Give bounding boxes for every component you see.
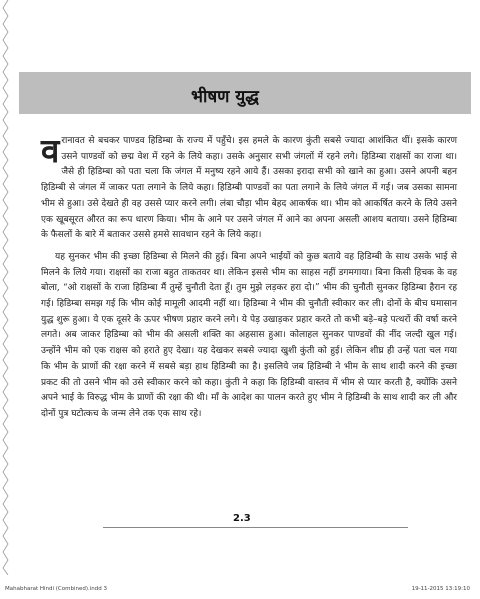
paragraph-1 [41, 131, 457, 244]
page-number: 2.3 [233, 513, 251, 524]
paragraph-1-text: रानावत से बचकर पाण्डव हिडिम्बा के राज्य में पहुँचे। इस हमले के कारण कुंती सबसे ज्यादा आशंकित थीं। इसके कारण उसने पाण्डवों को छद्म वेश में रहने के लिये कहा। उसके अनुसार सभी जंगलों में रहने लगे। हिडिम्बा राक्षसों का राजा था। जैसे ही हिडिम्बा को पता चला कि जंगल में मनुष्य रहने आये हैं। उसका इरादा सभी को खाने का हुआ। उसने अपनी बहन हिडिम्बी से जंगल में जाकर पता लगाने के लिये कहा। हिडिम्बी पाण्डवों का पता लगाने के लिये जंगल में गई। जब उसका सामना भीम से हुआ। उसे देखते ही वह उससे प्यार करने लगी। लंबा चौड़ा भीम बेहद आकर्षक था। भीम को आकर्षित करने के लिये उसने एक खूबसूरत औरत का रूप धारण किया। भीम के आने पर उसने जंगल में आने का अपना असली आशय बताया। उसने हिडिम्बा के फैसलों के बारे में बताकर उससे हमसे सावधान रहने के लिये कहा। [41, 136, 457, 241]
chapter-body [41, 131, 457, 423]
footer-rule [103, 527, 408, 528]
torn-page-edge [0, 0, 14, 575]
book-page [15, 0, 480, 575]
footer-timestamp: 19-11-2015 13:19:10 [411, 586, 470, 592]
footer-file-name: Mahabharat Hindi (Combined).indd 3 [5, 586, 107, 592]
drop-cap: व [41, 131, 60, 170]
print-footer [0, 584, 480, 596]
paragraph-2: यह सुनकर भीम की इच्छा हिडिम्बा से मिलने की हुई। बिना अपने भाईयों को कुछ बताये वह हिडिम्बी के साथ उसके भाई से मिलने के लिये गया। राक्षसों का राजा बहुत ताकतवर था। लेकिन इससे भीम का साहस नहीं डगमगाया। बिना किसी हिचक के वह बोला, “ओ राक्षसों के राजा हिडिम्बा मैं तुम्हें चुनौती देता हूँ। तुम मुझे लड़कर हरा दो।” भीम की चुनौती सुनकर हिडिम्बा हैरान रह गई। हिडिम्बा समझ गई कि भीम कोई मामूली आदमी नहीं था। हिडिम्बा ने भीम की चुनौती स्वीकार कर ली। दोनों के बीच घमासान युद्ध शुरू हुआ। ये एक दूसरे के ऊपर भीषण प्रहार करने लगे। ये पेड़ उखाड़कर प्रहार करते तो कभी बड़े–बड़े पत्थरों की वर्षा करने लगते। अब जाकर हिडिम्बा को भीम की असली शक्ति का अहसास हुआ। कोलाहल सुनकर पाण्डवों की नींद जल्दी खुल गई। उन्होंने भीम को एक राक्षस को हराते हुए देखा। यह देखकर सबसे ज्यादा खुशी कुंती को हुई। लेकिन शीघ्र ही उन्हें पता चल गया कि भीम के प्राणों की रक्षा करने में सबसे बड़ा हाथ हिडिम्बी का है। इसलिये जब हिडिम्बी ने भीम के साथ शादी करने की इच्छा प्रकट की तो उसने भीम को उसे स्वीकार करने को कहा। कुंती ने कहा कि हिडिम्बी वास्तव में भीम से प्यार करती है, क्योंकि उसने अपने भाई के विरुद्ध भीम के प्राणों की रक्षा की थी। माँ के आदेश का पालन करते हुए भीम ने हिडिम्बी के साथ शादी कर ली और दोनों पुत्र घटोत्कच के जन्म लेने तक एक साथ रहे। [41, 251, 457, 419]
chapter-title: भीषण युद्ध [191, 87, 259, 107]
